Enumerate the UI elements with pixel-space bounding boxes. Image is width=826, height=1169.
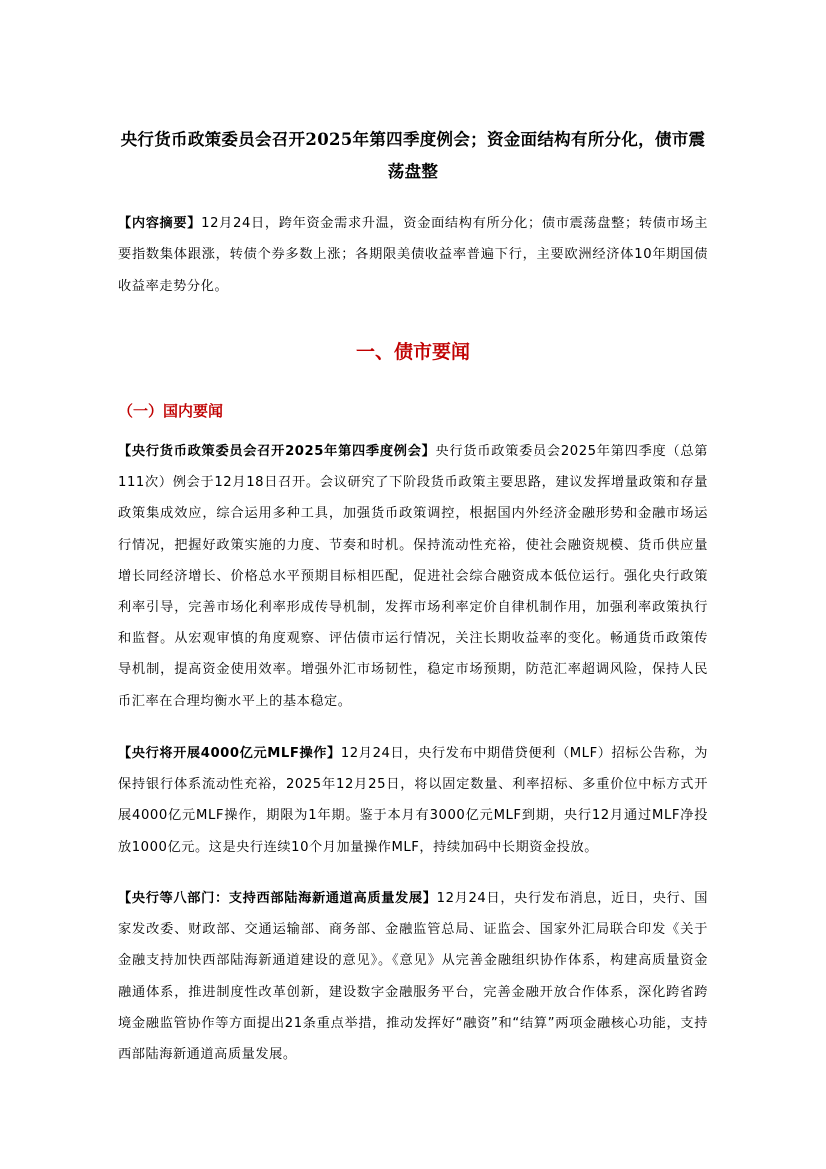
news-item (118, 436, 708, 717)
summary-text: 12月24日，跨年资金需求升温，资金面结构有所分化；债市震荡盘整；转债市场主要指数集体跟涨，转债个券多数上涨；各期限美债收益率普遍下行，主要欧洲经济体10年期国债收益率走势分化。 (118, 216, 709, 294)
news-item-tag: 【央行等八部门：支持西部陆海新通道高质量发展】 (118, 891, 437, 906)
summary-tag: 【内容摘要】 (118, 216, 202, 231)
news-item-tag: 【央行货币政策委员会召开2025年第四季度例会】 (118, 444, 436, 459)
summary-paragraph (118, 208, 708, 302)
news-item-text: 央行货币政策委员会2025年第四季度（总第111次）例会于12月18日召开。会议研究了下阶段货币政策主要思路，建议发挥增量政策和存量政策集成效应，综合运用多种工具，加强货币政策调控，根据国内外经济金融形势和金融市场运行情况，把握好政策实施的力度、节奏和时机。保持流动性充裕，使社会融资规模、货币供应量增长同经济增长、价格总水平预期目标相匹配，促进社会综合融资成本低位运行。强化央行政策利率引导，完善市场化利率形成传导机制，发挥市场利率定价自律机制作用，加强利率政策执行和监督。从宏观审慎的角度观察、评估债市运行情况，关注长期收益率的变化。畅通货币政策传导机制，提高资金使用效率。增强外汇市场韧性，稳定市场预期，防范汇率超调风险，保持人民币汇率在合理均衡水平上的基本稳定。 (118, 444, 708, 709)
document-title: 央行货币政策委员会召开2025年第四季度例会；资金面结构有所分化，债市震荡盘整 (120, 130, 706, 181)
news-item-tag: 【央行将开展4000亿元MLF操作】 (118, 746, 341, 761)
news-item (118, 738, 708, 863)
sub-heading: （一）国内要闻 (118, 402, 224, 420)
news-item-text: 12月24日，央行发布中期借贷便利（MLF）招标公告称，为保持银行体系流动性充裕，2025年12月25日，将以固定数量、利率招标、多重价位中标方式开展4000亿元MLF操作，期限为1年期。鉴于本月有3000亿元MLF到期，央行12月通过MLF净投放1000亿元。这是央行连续10个月加量操作MLF，持续加码中长期资金投放。 (118, 746, 708, 855)
news-item-text: 12月24日，央行发布消息，近日，央行、国家发改委、财政部、交通运输部、商务部、金融监管总局、证监会、国家外汇局联合印发《关于金融支持加快西部陆海新通道建设的意见》。《意见》从完善金融组织协作体系，构建高质量资金融通体系，推进制度性改革创新，建设数字金融服务平台，完善金融开放合作体系，深化跨省跨境金融监管协作等方面提出21条重点举措，推动发挥好“融资”和“结算”两项金融核心功能，支持西部陆海新通道高质量发展。 (118, 891, 709, 1063)
section-heading: 一、债市要闻 (355, 341, 470, 363)
news-item (118, 883, 708, 1070)
